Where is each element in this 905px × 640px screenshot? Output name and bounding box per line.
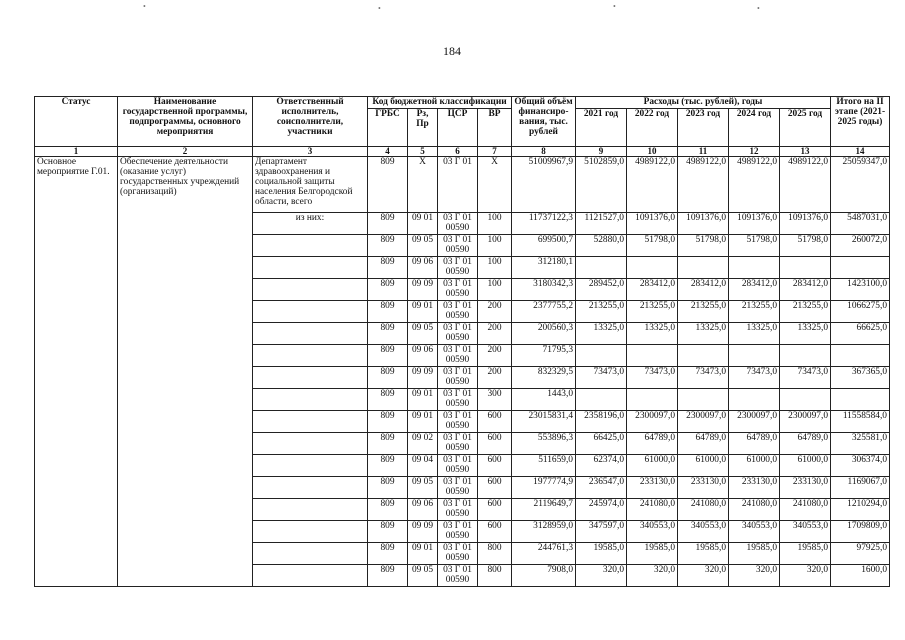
cell-y2022: 19585,0 bbox=[627, 543, 678, 565]
cell-stage: 66625,0 bbox=[831, 323, 890, 345]
cell-csr: 03 Г 01 00590 bbox=[438, 257, 478, 279]
responsible-cell bbox=[253, 433, 368, 455]
responsible-cell bbox=[253, 521, 368, 543]
cell-vr: 800 bbox=[478, 543, 512, 565]
responsible-cell bbox=[253, 257, 368, 279]
scan-artifact: • bbox=[378, 4, 381, 13]
cell-y2024 bbox=[729, 257, 780, 279]
cell-vr: 600 bbox=[478, 521, 512, 543]
cell-vr: 800 bbox=[478, 565, 512, 587]
cell-vr: 200 bbox=[478, 345, 512, 367]
cell-rzpr: 09 01 bbox=[408, 411, 438, 433]
responsible-cell bbox=[253, 565, 368, 587]
main-y2023: 4989122,0 bbox=[678, 157, 729, 213]
cell-csr: 03 Г 01 00590 bbox=[438, 301, 478, 323]
cell-y2023 bbox=[678, 257, 729, 279]
table-row-main bbox=[35, 157, 890, 213]
cell-y2022: 13325,0 bbox=[627, 323, 678, 345]
header-status: Статус bbox=[35, 97, 118, 147]
main-rzpr: Х bbox=[408, 157, 438, 213]
cell-y2025: 283412,0 bbox=[780, 279, 831, 301]
cell-stage: 260072,0 bbox=[831, 235, 890, 257]
cell-grbs: 809 bbox=[368, 279, 408, 301]
cell-rzpr: 09 09 bbox=[408, 367, 438, 389]
cell-y2023 bbox=[678, 345, 729, 367]
cell-y2025 bbox=[780, 257, 831, 279]
cell-stage: 1423100,0 bbox=[831, 279, 890, 301]
cell-stage: 325581,0 bbox=[831, 433, 890, 455]
cell-grbs: 809 bbox=[368, 257, 408, 279]
cell-y2025: 233130,0 bbox=[780, 477, 831, 499]
cell-vr: 100 bbox=[478, 279, 512, 301]
main-stage-total: 25059347,0 bbox=[831, 157, 890, 213]
cell-y2025: 61000,0 bbox=[780, 455, 831, 477]
cell-y2025: 1091376,0 bbox=[780, 213, 831, 235]
cell-y2023: 320,0 bbox=[678, 565, 729, 587]
cell-vr: 100 bbox=[478, 213, 512, 235]
cell-y2022: 320,0 bbox=[627, 565, 678, 587]
header-code-group: Код бюджетной классификации bbox=[368, 97, 512, 109]
cell-rzpr: 09 04 bbox=[408, 455, 438, 477]
cell-total: 244761,3 bbox=[512, 543, 576, 565]
cell-total: 23015831,4 bbox=[512, 411, 576, 433]
cell-total: 312180,1 bbox=[512, 257, 576, 279]
cell-grbs: 809 bbox=[368, 411, 408, 433]
cell-y2024: 51798,0 bbox=[729, 235, 780, 257]
cell-y2022: 1091376,0 bbox=[627, 213, 678, 235]
cell-rzpr: 09 06 bbox=[408, 345, 438, 367]
cell-stage: 5487031,0 bbox=[831, 213, 890, 235]
column-number: 5 bbox=[408, 147, 438, 157]
cell-grbs: 809 bbox=[368, 521, 408, 543]
cell-grbs: 809 bbox=[368, 565, 408, 587]
cell-y2025: 340553,0 bbox=[780, 521, 831, 543]
cell-y2023: 64789,0 bbox=[678, 433, 729, 455]
cell-csr: 03 Г 01 00590 bbox=[438, 565, 478, 587]
cell-y2021: 245974,0 bbox=[576, 499, 627, 521]
responsible-sub-label: из них: bbox=[253, 213, 368, 235]
cell-rzpr: 09 09 bbox=[408, 521, 438, 543]
page-number: 184 bbox=[443, 44, 461, 58]
cell-y2023: 51798,0 bbox=[678, 235, 729, 257]
cell-y2021: 2358196,0 bbox=[576, 411, 627, 433]
cell-vr: 600 bbox=[478, 433, 512, 455]
cell-y2024: 320,0 bbox=[729, 565, 780, 587]
responsible-cell bbox=[253, 389, 368, 411]
cell-y2024: 64789,0 bbox=[729, 433, 780, 455]
column-number: 9 bbox=[576, 147, 627, 157]
cell-rzpr: 09 06 bbox=[408, 499, 438, 521]
cell-y2023: 1091376,0 bbox=[678, 213, 729, 235]
cell-total: 1977774,9 bbox=[512, 477, 576, 499]
responsible-cell bbox=[253, 455, 368, 477]
cell-grbs: 809 bbox=[368, 433, 408, 455]
column-number: 2 bbox=[118, 147, 253, 157]
cell-vr: 200 bbox=[478, 301, 512, 323]
cell-stage: 1210294,0 bbox=[831, 499, 890, 521]
cell-y2024: 2300097,0 bbox=[729, 411, 780, 433]
cell-rzpr: 09 05 bbox=[408, 323, 438, 345]
cell-y2025: 213255,0 bbox=[780, 301, 831, 323]
column-number: 4 bbox=[368, 147, 408, 157]
cell-rzpr: 09 01 bbox=[408, 389, 438, 411]
cell-y2021: 73473,0 bbox=[576, 367, 627, 389]
cell-vr: 600 bbox=[478, 411, 512, 433]
cell-y2025: 241080,0 bbox=[780, 499, 831, 521]
main-vr: Х bbox=[478, 157, 512, 213]
cell-grbs: 809 bbox=[368, 323, 408, 345]
cell-y2022: 73473,0 bbox=[627, 367, 678, 389]
main-responsible: Департамент здравоохранения и социальной защиты населения Белгородской области, всего bbox=[253, 157, 368, 213]
cell-stage: 1169067,0 bbox=[831, 477, 890, 499]
cell-y2024: 73473,0 bbox=[729, 367, 780, 389]
cell-y2023: 241080,0 bbox=[678, 499, 729, 521]
main-grbs: 809 bbox=[368, 157, 408, 213]
cell-csr: 03 Г 01 00590 bbox=[438, 455, 478, 477]
responsible-cell bbox=[253, 345, 368, 367]
cell-grbs: 809 bbox=[368, 477, 408, 499]
cell-y2024: 213255,0 bbox=[729, 301, 780, 323]
cell-y2022: 340553,0 bbox=[627, 521, 678, 543]
cell-y2022: 241080,0 bbox=[627, 499, 678, 521]
header-total-funding: Общий объём финансиро-вания, тыс. рублей bbox=[512, 97, 576, 147]
header-year-2024: 2024 год bbox=[729, 109, 780, 147]
cell-y2024: 13325,0 bbox=[729, 323, 780, 345]
cell-y2023: 19585,0 bbox=[678, 543, 729, 565]
cell-stage: 1709809,0 bbox=[831, 521, 890, 543]
cell-y2021: 19585,0 bbox=[576, 543, 627, 565]
cell-total: 699500,7 bbox=[512, 235, 576, 257]
cell-y2021: 347597,0 bbox=[576, 521, 627, 543]
cell-y2023: 233130,0 bbox=[678, 477, 729, 499]
header-year-2021: 2021 год bbox=[576, 109, 627, 147]
cell-y2021: 52880,0 bbox=[576, 235, 627, 257]
cell-vr: 100 bbox=[478, 235, 512, 257]
cell-csr: 03 Г 01 00590 bbox=[438, 367, 478, 389]
cell-total: 3128959,0 bbox=[512, 521, 576, 543]
cell-y2024: 1091376,0 bbox=[729, 213, 780, 235]
cell-total: 71795,3 bbox=[512, 345, 576, 367]
cell-csr: 03 Г 01 00590 bbox=[438, 521, 478, 543]
responsible-cell bbox=[253, 235, 368, 257]
column-number: 3 bbox=[253, 147, 368, 157]
cell-csr: 03 Г 01 00590 bbox=[438, 235, 478, 257]
header-vr: ВР bbox=[478, 109, 512, 147]
cell-vr: 600 bbox=[478, 499, 512, 521]
cell-vr: 100 bbox=[478, 257, 512, 279]
cell-y2022: 61000,0 bbox=[627, 455, 678, 477]
cell-csr: 03 Г 01 00590 bbox=[438, 543, 478, 565]
cell-y2023: 213255,0 bbox=[678, 301, 729, 323]
cell-grbs: 809 bbox=[368, 455, 408, 477]
cell-y2024: 340553,0 bbox=[729, 521, 780, 543]
cell-y2025 bbox=[780, 389, 831, 411]
cell-grbs: 809 bbox=[368, 213, 408, 235]
cell-total: 553896,3 bbox=[512, 433, 576, 455]
cell-y2025 bbox=[780, 345, 831, 367]
main-y2022: 4989122,0 bbox=[627, 157, 678, 213]
cell-y2025: 73473,0 bbox=[780, 367, 831, 389]
cell-vr: 200 bbox=[478, 367, 512, 389]
main-y2025: 4989122,0 bbox=[780, 157, 831, 213]
cell-y2021: 213255,0 bbox=[576, 301, 627, 323]
cell-stage: 367365,0 bbox=[831, 367, 890, 389]
main-csr: 03 Г 01 bbox=[438, 157, 478, 213]
cell-grbs: 809 bbox=[368, 301, 408, 323]
cell-vr: 600 bbox=[478, 455, 512, 477]
cell-y2025: 320,0 bbox=[780, 565, 831, 587]
column-number: 11 bbox=[678, 147, 729, 157]
cell-vr: 600 bbox=[478, 477, 512, 499]
column-number: 13 bbox=[780, 147, 831, 157]
cell-rzpr: 09 06 bbox=[408, 257, 438, 279]
cell-csr: 03 Г 01 00590 bbox=[438, 477, 478, 499]
main-total: 51009967,9 bbox=[512, 157, 576, 213]
cell-stage: 1066275,0 bbox=[831, 301, 890, 323]
column-number: 7 bbox=[478, 147, 512, 157]
cell-y2021: 13325,0 bbox=[576, 323, 627, 345]
cell-y2021 bbox=[576, 389, 627, 411]
cell-y2024 bbox=[729, 389, 780, 411]
cell-total: 2119649,7 bbox=[512, 499, 576, 521]
header-csr: ЦСР bbox=[438, 109, 478, 147]
cell-y2023: 2300097,0 bbox=[678, 411, 729, 433]
header-total-stage: Итого на II этапе (2021-2025 годы) bbox=[831, 97, 890, 147]
cell-total: 832329,5 bbox=[512, 367, 576, 389]
cell-stage bbox=[831, 257, 890, 279]
cell-y2022 bbox=[627, 389, 678, 411]
cell-y2021: 66425,0 bbox=[576, 433, 627, 455]
responsible-cell bbox=[253, 477, 368, 499]
cell-vr: 300 bbox=[478, 389, 512, 411]
cell-y2023: 283412,0 bbox=[678, 279, 729, 301]
cell-y2025: 51798,0 bbox=[780, 235, 831, 257]
cell-y2023 bbox=[678, 389, 729, 411]
cell-csr: 03 Г 01 00590 bbox=[438, 499, 478, 521]
main-status: Основное мероприятие Г.01. bbox=[35, 157, 118, 587]
cell-y2023: 61000,0 bbox=[678, 455, 729, 477]
cell-y2022: 2300097,0 bbox=[627, 411, 678, 433]
column-number: 14 bbox=[831, 147, 890, 157]
cell-y2024: 233130,0 bbox=[729, 477, 780, 499]
cell-y2025: 13325,0 bbox=[780, 323, 831, 345]
main-y2021: 5102859,0 bbox=[576, 157, 627, 213]
header-year-2025: 2025 год bbox=[780, 109, 831, 147]
cell-rzpr: 09 05 bbox=[408, 477, 438, 499]
cell-y2021 bbox=[576, 257, 627, 279]
header-rzpr: Рз, Пр bbox=[408, 109, 438, 147]
cell-stage: 1600,0 bbox=[831, 565, 890, 587]
cell-rzpr: 09 01 bbox=[408, 213, 438, 235]
cell-csr: 03 Г 01 00590 bbox=[438, 345, 478, 367]
cell-y2022 bbox=[627, 257, 678, 279]
cell-total: 1443,0 bbox=[512, 389, 576, 411]
cell-total: 3180342,3 bbox=[512, 279, 576, 301]
header-grbs: ГРБС bbox=[368, 109, 408, 147]
responsible-cell bbox=[253, 367, 368, 389]
column-number: 10 bbox=[627, 147, 678, 157]
cell-y2024 bbox=[729, 345, 780, 367]
cell-grbs: 809 bbox=[368, 389, 408, 411]
cell-y2022: 233130,0 bbox=[627, 477, 678, 499]
cell-y2024: 241080,0 bbox=[729, 499, 780, 521]
header-name: Наименование государственной программы, подпрограммы, основного мероприятия bbox=[118, 97, 253, 147]
cell-y2022: 213255,0 bbox=[627, 301, 678, 323]
cell-rzpr: 09 01 bbox=[408, 301, 438, 323]
cell-grbs: 809 bbox=[368, 543, 408, 565]
cell-csr: 03 Г 01 00590 bbox=[438, 389, 478, 411]
cell-total: 511659,0 bbox=[512, 455, 576, 477]
cell-y2021: 1121527,0 bbox=[576, 213, 627, 235]
cell-rzpr: 09 01 bbox=[408, 543, 438, 565]
cell-csr: 03 Г 01 00590 bbox=[438, 411, 478, 433]
cell-y2022: 283412,0 bbox=[627, 279, 678, 301]
cell-total: 7908,0 bbox=[512, 565, 576, 587]
cell-grbs: 809 bbox=[368, 499, 408, 521]
column-number: 6 bbox=[438, 147, 478, 157]
column-number: 8 bbox=[512, 147, 576, 157]
cell-rzpr: 09 09 bbox=[408, 279, 438, 301]
cell-total: 200560,3 bbox=[512, 323, 576, 345]
cell-stage: 11558584,0 bbox=[831, 411, 890, 433]
cell-y2023: 340553,0 bbox=[678, 521, 729, 543]
header-responsible: Ответственный исполнитель, соисполнители, участники bbox=[253, 97, 368, 147]
cell-y2024: 283412,0 bbox=[729, 279, 780, 301]
main-y2024: 4989122,0 bbox=[729, 157, 780, 213]
cell-rzpr: 09 05 bbox=[408, 235, 438, 257]
cell-grbs: 809 bbox=[368, 235, 408, 257]
cell-y2021: 62374,0 bbox=[576, 455, 627, 477]
cell-y2025: 64789,0 bbox=[780, 433, 831, 455]
cell-total: 2377755,2 bbox=[512, 301, 576, 323]
cell-stage: 97925,0 bbox=[831, 543, 890, 565]
responsible-cell bbox=[253, 323, 368, 345]
responsible-cell bbox=[253, 411, 368, 433]
header-year-2023: 2023 год bbox=[678, 109, 729, 147]
budget-table bbox=[34, 96, 890, 587]
header-expenses-group: Расходы (тыс. рублей), годы bbox=[576, 97, 831, 109]
responsible-cell bbox=[253, 301, 368, 323]
scan-artifact: • bbox=[613, 2, 616, 11]
scan-artifact: • bbox=[757, 4, 760, 13]
cell-y2021: 236547,0 bbox=[576, 477, 627, 499]
cell-csr: 03 Г 01 00590 bbox=[438, 279, 478, 301]
responsible-cell bbox=[253, 543, 368, 565]
cell-grbs: 809 bbox=[368, 367, 408, 389]
cell-y2025: 19585,0 bbox=[780, 543, 831, 565]
cell-y2024: 61000,0 bbox=[729, 455, 780, 477]
cell-vr: 200 bbox=[478, 323, 512, 345]
scan-artifact: • bbox=[143, 2, 146, 11]
cell-total: 11737122,3 bbox=[512, 213, 576, 235]
cell-stage bbox=[831, 345, 890, 367]
cell-y2021: 320,0 bbox=[576, 565, 627, 587]
cell-y2022: 64789,0 bbox=[627, 433, 678, 455]
cell-grbs: 809 bbox=[368, 345, 408, 367]
cell-y2023: 13325,0 bbox=[678, 323, 729, 345]
cell-y2023: 73473,0 bbox=[678, 367, 729, 389]
column-number: 1 bbox=[35, 147, 118, 157]
cell-stage: 306374,0 bbox=[831, 455, 890, 477]
cell-rzpr: 09 02 bbox=[408, 433, 438, 455]
cell-csr: 03 Г 01 00590 bbox=[438, 323, 478, 345]
cell-y2025: 2300097,0 bbox=[780, 411, 831, 433]
main-name: Обеспечение деятельности (оказание услуг) государственных учреждений (организаций) bbox=[118, 157, 253, 587]
cell-y2021: 289452,0 bbox=[576, 279, 627, 301]
cell-rzpr: 09 05 bbox=[408, 565, 438, 587]
responsible-cell bbox=[253, 499, 368, 521]
cell-y2022: 51798,0 bbox=[627, 235, 678, 257]
cell-y2024: 19585,0 bbox=[729, 543, 780, 565]
cell-stage bbox=[831, 389, 890, 411]
cell-y2021 bbox=[576, 345, 627, 367]
cell-csr: 03 Г 01 00590 bbox=[438, 213, 478, 235]
responsible-cell bbox=[253, 279, 368, 301]
cell-y2022 bbox=[627, 345, 678, 367]
column-number: 12 bbox=[729, 147, 780, 157]
header-year-2022: 2022 год bbox=[627, 109, 678, 147]
cell-csr: 03 Г 01 00590 bbox=[438, 433, 478, 455]
